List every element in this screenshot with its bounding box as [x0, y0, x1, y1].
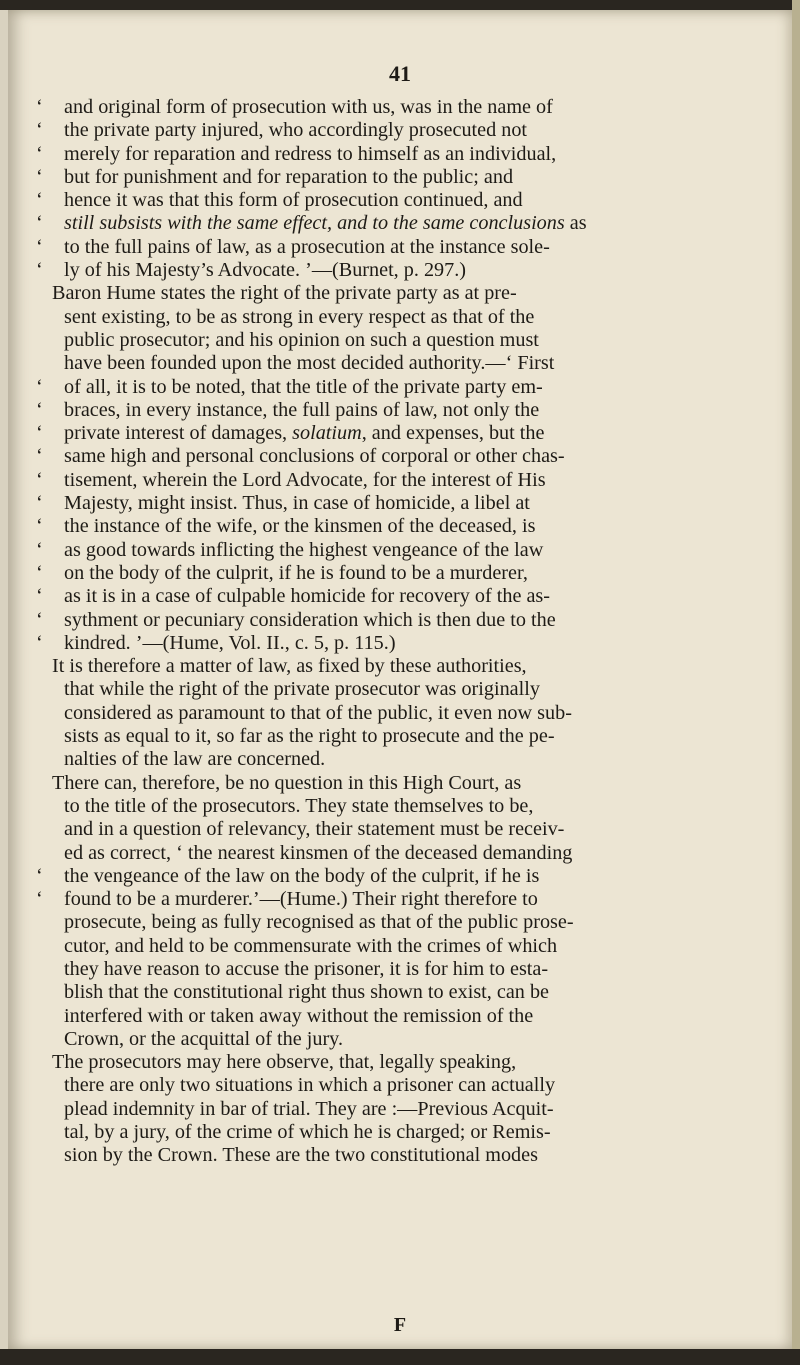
text-line — [36, 1005, 731, 1028]
text-line — [36, 189, 731, 212]
text-line — [36, 119, 731, 142]
text-line — [36, 399, 731, 422]
line-text: Majesty, might insist. Thus, in case of homicide, a libel at — [64, 492, 530, 515]
text-line — [36, 282, 731, 305]
line-text: but for punishment and for reparation to the public; and — [64, 165, 514, 188]
line-text: the instance of the wife, or the kinsmen of the deceased, is — [64, 515, 536, 538]
line-text: same high and personal conclusions of corporal or other chas- — [64, 445, 565, 468]
quote-mark: ‘ — [36, 96, 43, 118]
quote-mark: ‘ — [36, 561, 43, 584]
quote-mark: ‘ — [36, 538, 43, 561]
page-bottom-edge — [0, 1349, 800, 1365]
quote-mark: ‘ — [36, 631, 43, 654]
text-line — [36, 212, 731, 235]
quote-mark: ‘ — [36, 585, 43, 608]
line-text: interfered with or taken away without the remission of the — [64, 1004, 534, 1027]
text-line — [36, 958, 731, 981]
text-line — [36, 445, 731, 468]
line-text: plead indemnity in bar of trial. They are :—Previous Acquit- — [64, 1097, 554, 1120]
line-text: as good towards inflicting the highest vengeance of the law — [64, 538, 544, 561]
quote-mark: ‘ — [36, 212, 43, 235]
line-text: tisement, wherein the Lord Advocate, for the interest of His — [64, 468, 546, 491]
quote-mark: ‘ — [36, 398, 43, 421]
text-line — [36, 1144, 731, 1167]
line-text: prosecute, being as fully recognised as that of the public prose- — [64, 911, 574, 934]
line-text: sion by the Crown. These are the two constitutional modes — [64, 1144, 538, 1167]
line-text: ly of his Majesty’s Advocate. ’—(Burnet, p. 297.) — [64, 259, 467, 282]
signature-mark: F — [393, 1314, 407, 1336]
quote-mark: ‘ — [36, 142, 43, 165]
line-text: and original form of prosecution with us, was in the name of — [64, 96, 553, 118]
text-line — [36, 842, 731, 865]
page-top-edge — [0, 0, 800, 10]
line-text: It is therefore a matter of law, as fixed by these authorities, — [52, 655, 527, 678]
quote-mark: ‘ — [36, 165, 43, 188]
line-text: cutor, and held to be commensurate with the crimes of which — [64, 934, 558, 957]
line-text: sythment or pecuniary consideration which is then due to the — [64, 608, 556, 631]
line-text: sists as equal to it, so far as the right to prosecute and the pe- — [64, 725, 555, 748]
line-text: nalties of the law are concerned. — [64, 748, 326, 771]
line-text: blish that the constitutional right thus shown to exist, can be — [64, 981, 550, 1004]
line-text: The prosecutors may here observe, that, legally speaking, — [52, 1051, 517, 1074]
line-text: found to be a murderer.’—(Hume.) Their right therefore to — [64, 888, 538, 911]
quote-mark: ‘ — [36, 235, 43, 258]
line-text: kindred. ’—(Hume, Vol. II., c. 5, p. 115.) — [64, 631, 396, 654]
line-text: considered as paramount to that of the public, it even now sub- — [64, 701, 572, 724]
line-text: still subsists with the same effect, and to the same conclusions as — [64, 212, 587, 235]
quote-mark: ‘ — [36, 189, 43, 212]
line-text: they have reason to accuse the prisoner, it is for him to esta- — [64, 957, 549, 980]
text-line — [36, 632, 731, 655]
text-line — [36, 376, 731, 399]
text-line — [36, 609, 731, 632]
text-line — [36, 1074, 731, 1097]
line-text: the vengeance of the law on the body of the culprit, if he is — [64, 864, 540, 887]
text-line — [36, 1028, 731, 1051]
line-text: sent existing, to be as strong in every respect as that of the — [64, 305, 535, 328]
line-text: of all, it is to be noted, that the title of the private party em- — [64, 375, 543, 398]
text-line — [36, 422, 731, 445]
text-line — [36, 492, 731, 515]
line-text: Crown, or the acquittal of the jury. — [64, 1027, 343, 1050]
text-line — [36, 143, 731, 166]
line-text: private interest of damages, solatium, and expenses, but the — [64, 422, 545, 445]
quote-mark: ‘ — [36, 422, 43, 445]
line-text: that while the right of the private prosecutor was originally — [64, 678, 540, 701]
text-line — [36, 655, 731, 678]
text-line — [36, 1098, 731, 1121]
text-line — [36, 702, 731, 725]
text-line — [36, 562, 731, 585]
quote-mark: ‘ — [36, 864, 43, 887]
body-text — [36, 96, 731, 1168]
text-line — [36, 166, 731, 189]
text-line — [36, 911, 731, 934]
quote-mark: ‘ — [36, 888, 43, 911]
text-line — [36, 818, 731, 841]
text-line — [36, 329, 731, 352]
line-text: There can, therefore, be no question in this High Court, as — [52, 771, 522, 794]
text-line — [36, 236, 731, 259]
line-text: merely for reparation and redress to himself as an individual, — [64, 142, 557, 165]
text-line — [36, 306, 731, 329]
text-line — [36, 352, 731, 375]
line-text: and in a question of relevancy, their statement must be receiv- — [64, 818, 565, 841]
line-text: as it is in a case of culpable homicide for recovery of the as- — [64, 585, 550, 608]
text-line — [36, 795, 731, 818]
quote-mark: ‘ — [36, 119, 43, 142]
line-text: have been founded upon the most decided authority.—‘ First — [64, 352, 555, 375]
text-line — [36, 981, 731, 1004]
line-text: braces, in every instance, the full pains of law, not only the — [64, 398, 540, 421]
text-line — [36, 678, 731, 701]
line-text: there are only two situations in which a prisoner can actually — [64, 1074, 556, 1097]
line-text: on the body of the culprit, if he is found to be a murderer, — [64, 561, 528, 584]
line-text: public prosecutor; and his opinion on such a question must — [64, 328, 539, 351]
quote-mark: ‘ — [36, 468, 43, 491]
text-line — [36, 585, 731, 608]
text-line — [36, 259, 731, 282]
text-line — [36, 888, 731, 911]
text-line — [36, 1051, 731, 1074]
text-line — [36, 469, 731, 492]
text-line — [36, 865, 731, 888]
line-text: the private party injured, who accordingly prosecuted not — [64, 119, 528, 142]
quote-mark: ‘ — [36, 375, 43, 398]
line-text: hence it was that this form of prosecution continued, and — [64, 189, 523, 212]
quote-mark: ‘ — [36, 445, 43, 468]
page-right-edge — [792, 0, 800, 1365]
text-line — [36, 725, 731, 748]
text-line — [36, 539, 731, 562]
line-text: to the full pains of law, as a prosecution at the instance sole- — [64, 235, 550, 258]
line-text: tal, by a jury, of the crime of which he is charged; or Remis- — [64, 1121, 551, 1144]
line-text: Baron Hume states the right of the private party as at pre- — [52, 282, 517, 305]
quote-mark: ‘ — [36, 259, 43, 282]
text-line — [36, 935, 731, 958]
text-line — [36, 772, 731, 795]
page-number: 41 — [389, 61, 411, 86]
text-line — [36, 748, 731, 771]
line-text: ed as correct, ‘ the nearest kinsmen of the deceased demanding — [64, 841, 573, 864]
quote-mark: ‘ — [36, 608, 43, 631]
quote-mark: ‘ — [36, 492, 43, 515]
text-line — [36, 1121, 731, 1144]
text-line — [36, 96, 731, 119]
quote-mark: ‘ — [36, 515, 43, 538]
text-line — [36, 515, 731, 538]
line-text: to the title of the prosecutors. They state themselves to be, — [64, 794, 534, 817]
